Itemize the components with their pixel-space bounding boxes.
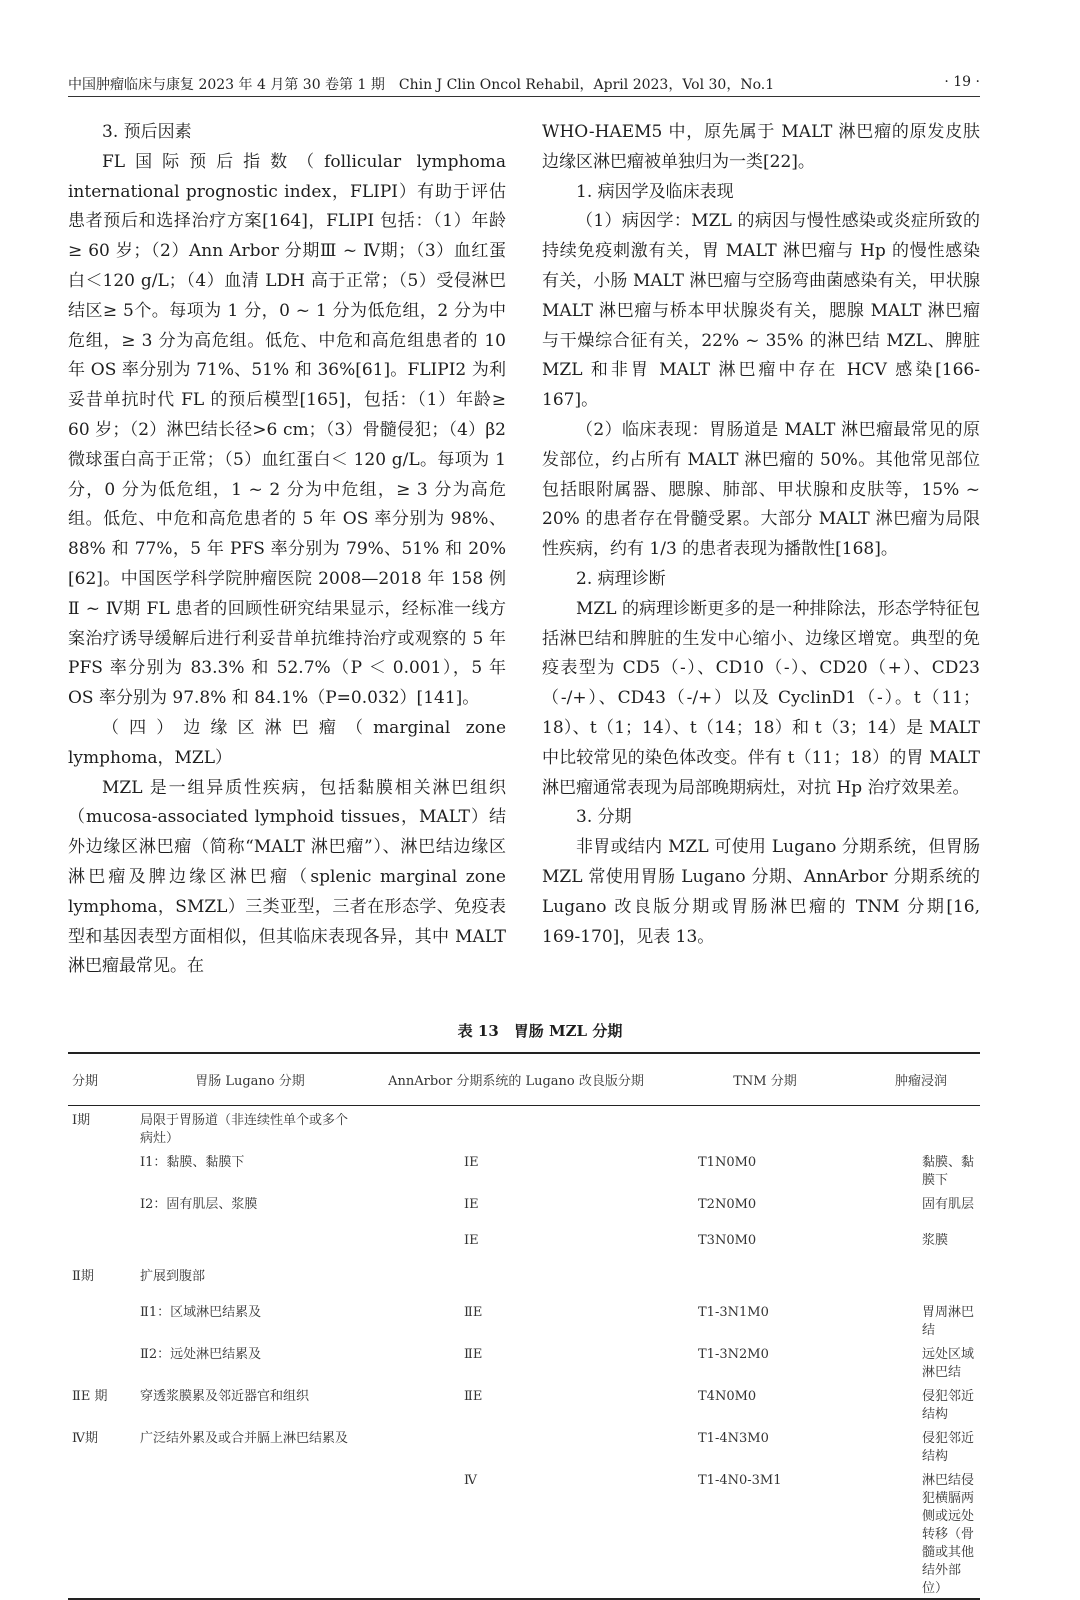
table-cell: Ⅱ1：区域淋巴结累及 bbox=[140, 1304, 262, 1320]
table-cell bbox=[668, 1262, 862, 1298]
table-cell: Ⅰ1：黏膜、黏膜下 bbox=[140, 1154, 245, 1170]
paragraph: FL国际预后指数（follicular lymphoma international prognostic index，FLIPI）有助于评估患者预后和选择治疗方案[164]，FLIPI 包括：（1）年龄≥ 60 岁；（2）Ann Arbor 分期Ⅲ ~ Ⅳ期；（3）血红蛋白＜120 g/L；（4）血清 LDH 高于正常；（5）受侵淋巴结区≥ 5个。每项为 1 分，0 ~ 1 分为低危组，2 分为中危组，≥ 3 分为高危组。低危、中危和高危组患者的 10 年 OS 率分别为 71%、51% 和 36%[61]。FLIPI2 为利妥昔单抗时代 FL 的预后模型[165]，包括：（1）年龄≥ 60 岁；（2）淋巴结长径>6 cm；（3）骨髓侵犯；（4）β2 微球蛋白高于正常；（5）血红蛋白＜ 120 g/L。每项为 1 分，0 分为低危组，1 ~ 2 分为中危组，≥ 3 分为高危组。低危、中危和高危患者的 5 年 OS 率分别为 98%、88% 和 77%，5 年 PFS 率分别为 79%、51% 和 20%[62]。中国医学科学院肿瘤医院 2008—2018 年 158 例Ⅱ ~ Ⅳ期 FL 患者的回顾性研究结果显示，经标准一线方案治疗诱导缓解后进行利妥昔单抗维持治疗或观察的 5 年 PFS 率分别为 83.3% 和 52.7%（P ＜ 0.001），5 年 OS 率分别为 97.8% 和 84.1%（P=0.032）[141]。 bbox=[68, 151, 506, 709]
table-row bbox=[68, 1105, 980, 1148]
paragraph: MZL 的病理诊断更多的是一种排除法，形态学特征包括淋巴结和脾脏的生发中心缩小、边缘区增宽。典型的免疫表型为 CD5（-）、CD10（-）、CD20（+）、CD23（-/+）、CD43（-/+）以及 CyclinD1（-）。t（11；18）、t（1；14）、t（14；18）和 t（3；14）是 MALT 中比较常见的染色体改变。伴有 t（11；18）的胃 MALT 淋巴瘤通常表现为局部晚期病灶，对抗 Hp 治疗效果差。 bbox=[542, 598, 980, 798]
table-cell: T1N0M0 bbox=[698, 1154, 757, 1170]
table-cell: T4N0M0 bbox=[698, 1388, 757, 1404]
table-header-cell: 肿瘤浸润 bbox=[862, 1053, 980, 1105]
page-number: · 19 · bbox=[944, 74, 980, 90]
table-cell: T1-4N0-3M1 bbox=[668, 1466, 862, 1599]
running-header bbox=[68, 70, 980, 97]
table-cell: 广泛结外累及或合并膈上淋巴结累及 bbox=[140, 1430, 349, 1446]
section-heading: 1. 病因学及临床表现 bbox=[576, 181, 734, 202]
table-cell: 浆膜 bbox=[922, 1232, 949, 1248]
table-row bbox=[68, 1190, 980, 1226]
table-row bbox=[68, 1340, 980, 1382]
table-cell: Ⅰ期 bbox=[72, 1112, 91, 1128]
table-cell: 穿透浆膜累及邻近器官和组织 bbox=[140, 1388, 310, 1404]
table-cell: T2N0M0 bbox=[698, 1196, 757, 1212]
table-cell bbox=[136, 1226, 364, 1262]
table-cell: T1-3N2M0 bbox=[698, 1346, 769, 1362]
table-cell bbox=[862, 1105, 980, 1148]
table-header-cell: AnnArbor 分期系统的 Lugano 改良版分期 bbox=[364, 1053, 668, 1105]
table-cell: Ⅳ bbox=[364, 1466, 668, 1599]
right-column bbox=[542, 118, 980, 952]
table-cell bbox=[68, 1466, 136, 1599]
table-cell: 黏膜、黏膜下 bbox=[922, 1154, 975, 1188]
table-cell: 淋巴结侵犯横膈两侧或远处转移（骨髓或其他结外部位） bbox=[862, 1466, 980, 1599]
table-cell bbox=[862, 1262, 980, 1298]
table-cell bbox=[68, 1190, 136, 1226]
table-cell: 局限于胃肠道（非连续性单个或多个病灶） bbox=[140, 1112, 349, 1146]
table-cell bbox=[136, 1466, 364, 1599]
table-cell: Ⅱ2：远处淋巴结累及 bbox=[140, 1346, 262, 1362]
journal-citation: 中国肿瘤临床与康复 2023 年 4 月第 30 卷第 1 期 Chin J Clin Oncol Rehabil，April 2023，Vol 30，No.1 bbox=[68, 77, 775, 93]
table-cell: T1-3N1M0 bbox=[698, 1304, 769, 1320]
table-cell bbox=[68, 1298, 136, 1340]
section-heading: 3. 预后因素 bbox=[102, 122, 192, 142]
paragraph: WHO-HAEM5 中，原先属于 MALT 淋巴瘤的原发皮肤边缘区淋巴瘤被单独归为一类[22]。 bbox=[542, 122, 980, 172]
table-row bbox=[68, 1148, 980, 1190]
table-cell: 远处区域淋巴结 bbox=[922, 1346, 975, 1380]
table-cell: 侵犯邻近结构 bbox=[922, 1388, 975, 1422]
table-cell: Ⅳ期 bbox=[72, 1430, 98, 1446]
paragraph: 非胃或结内 MZL 可使用 Lugano 分期系统，但胃肠 MZL 常使用胃肠 Lugano 分期、AnnArbor 分期系统的 Lugano 改良版分期或胃肠淋巴瘤的 TNM 分期[16, 169-170]，见表 13。 bbox=[542, 837, 980, 947]
table-header-cell: 胃肠 Lugano 分期 bbox=[136, 1053, 364, 1105]
table-title: 表 13 胃肠 MZL 分期 bbox=[457, 1022, 623, 1040]
table-cell bbox=[668, 1105, 862, 1148]
table-cell: T1-4N3M0 bbox=[698, 1430, 769, 1446]
section-heading: 3. 分期 bbox=[576, 807, 632, 828]
table-cell bbox=[68, 1148, 136, 1190]
table-cell: Ⅱ期 bbox=[72, 1268, 94, 1284]
table-header-row bbox=[68, 1053, 980, 1105]
table-cell: 固有肌层 bbox=[922, 1196, 975, 1212]
paragraph: （2）临床表现：胃肠道是 MALT 淋巴瘤最常见的原发部位，约占所有 MALT 淋巴瘤的 50%。其他常见部位包括眼附属器、腮腺、肺部、甲状腺和皮肤等，15% ~ 20% 的患者存在骨髓受累。大部分 MALT 淋巴瘤为局限性疾病，约有 1/3 的患者表现为播散性[168]。 bbox=[542, 419, 980, 560]
table-cell: ⅡE bbox=[464, 1388, 483, 1404]
table-row bbox=[68, 1382, 980, 1424]
table-cell: ⅡE 期 bbox=[72, 1388, 108, 1404]
paragraph: MZL 是一组异质性疾病，包括黏膜相关淋巴组织（mucosa-associated lymphoid tissues，MALT）结外边缘区淋巴瘤（简称“MALT 淋巴瘤”）、淋巴结边缘区淋巴瘤及脾边缘区淋巴瘤（splenic marginal zone lymphoma，SMZL）三类亚型，三者在形态学、免疫表型和基因表型方面相似，但其临床表现各异，其中 MALT 淋巴瘤最常见。在 bbox=[68, 777, 506, 977]
table-cell bbox=[364, 1105, 668, 1148]
table-header-cell: TNM 分期 bbox=[668, 1053, 862, 1105]
table-cell: 胃周淋巴结 bbox=[922, 1304, 975, 1338]
table-row bbox=[68, 1262, 980, 1298]
table-row bbox=[68, 1424, 980, 1466]
table-cell bbox=[68, 1340, 136, 1382]
table-cell: ⅡE bbox=[464, 1304, 483, 1320]
table-cell bbox=[68, 1226, 136, 1262]
table-cell: T3N0M0 bbox=[698, 1232, 757, 1248]
paragraph: （1）病因学：MZL 的病因与慢性感染或炎症所致的持续免疫刺激有关，胃 MALT 淋巴瘤与 Hp 的慢性感染有关，小肠 MALT 淋巴瘤与空肠弯曲菌感染有关，甲状腺 MALT 淋巴瘤与桥本甲状腺炎有关，腮腺 MALT 淋巴瘤与干燥综合征有关，22% ~ 35% 的淋巴结 MZL、脾脏 MZL 和非胃 MALT 淋巴瘤中存在 HCV 感染[166-167]。 bbox=[542, 211, 980, 411]
table-row bbox=[68, 1226, 980, 1262]
left-column bbox=[68, 118, 506, 982]
table-cell bbox=[364, 1424, 668, 1466]
table-cell: Ⅰ2：固有肌层、浆膜 bbox=[140, 1196, 258, 1212]
table-cell: ⅠE bbox=[464, 1154, 479, 1170]
table-row bbox=[68, 1466, 980, 1599]
table-row bbox=[68, 1298, 980, 1340]
section-heading: （四）边缘区淋巴瘤（marginal zone lymphoma，MZL） bbox=[68, 717, 506, 768]
table-cell: ⅡE bbox=[464, 1346, 483, 1362]
table-cell bbox=[364, 1262, 668, 1298]
section-heading: 2. 病理诊断 bbox=[576, 568, 666, 589]
table-header-cell: 分期 bbox=[68, 1053, 136, 1105]
table-cell: ⅠE bbox=[464, 1232, 479, 1248]
table-cell: ⅠE bbox=[464, 1196, 479, 1212]
staging-table bbox=[68, 1052, 980, 1600]
table-cell: 侵犯邻近结构 bbox=[922, 1430, 975, 1464]
table-cell: 扩展到腹部 bbox=[140, 1268, 206, 1284]
